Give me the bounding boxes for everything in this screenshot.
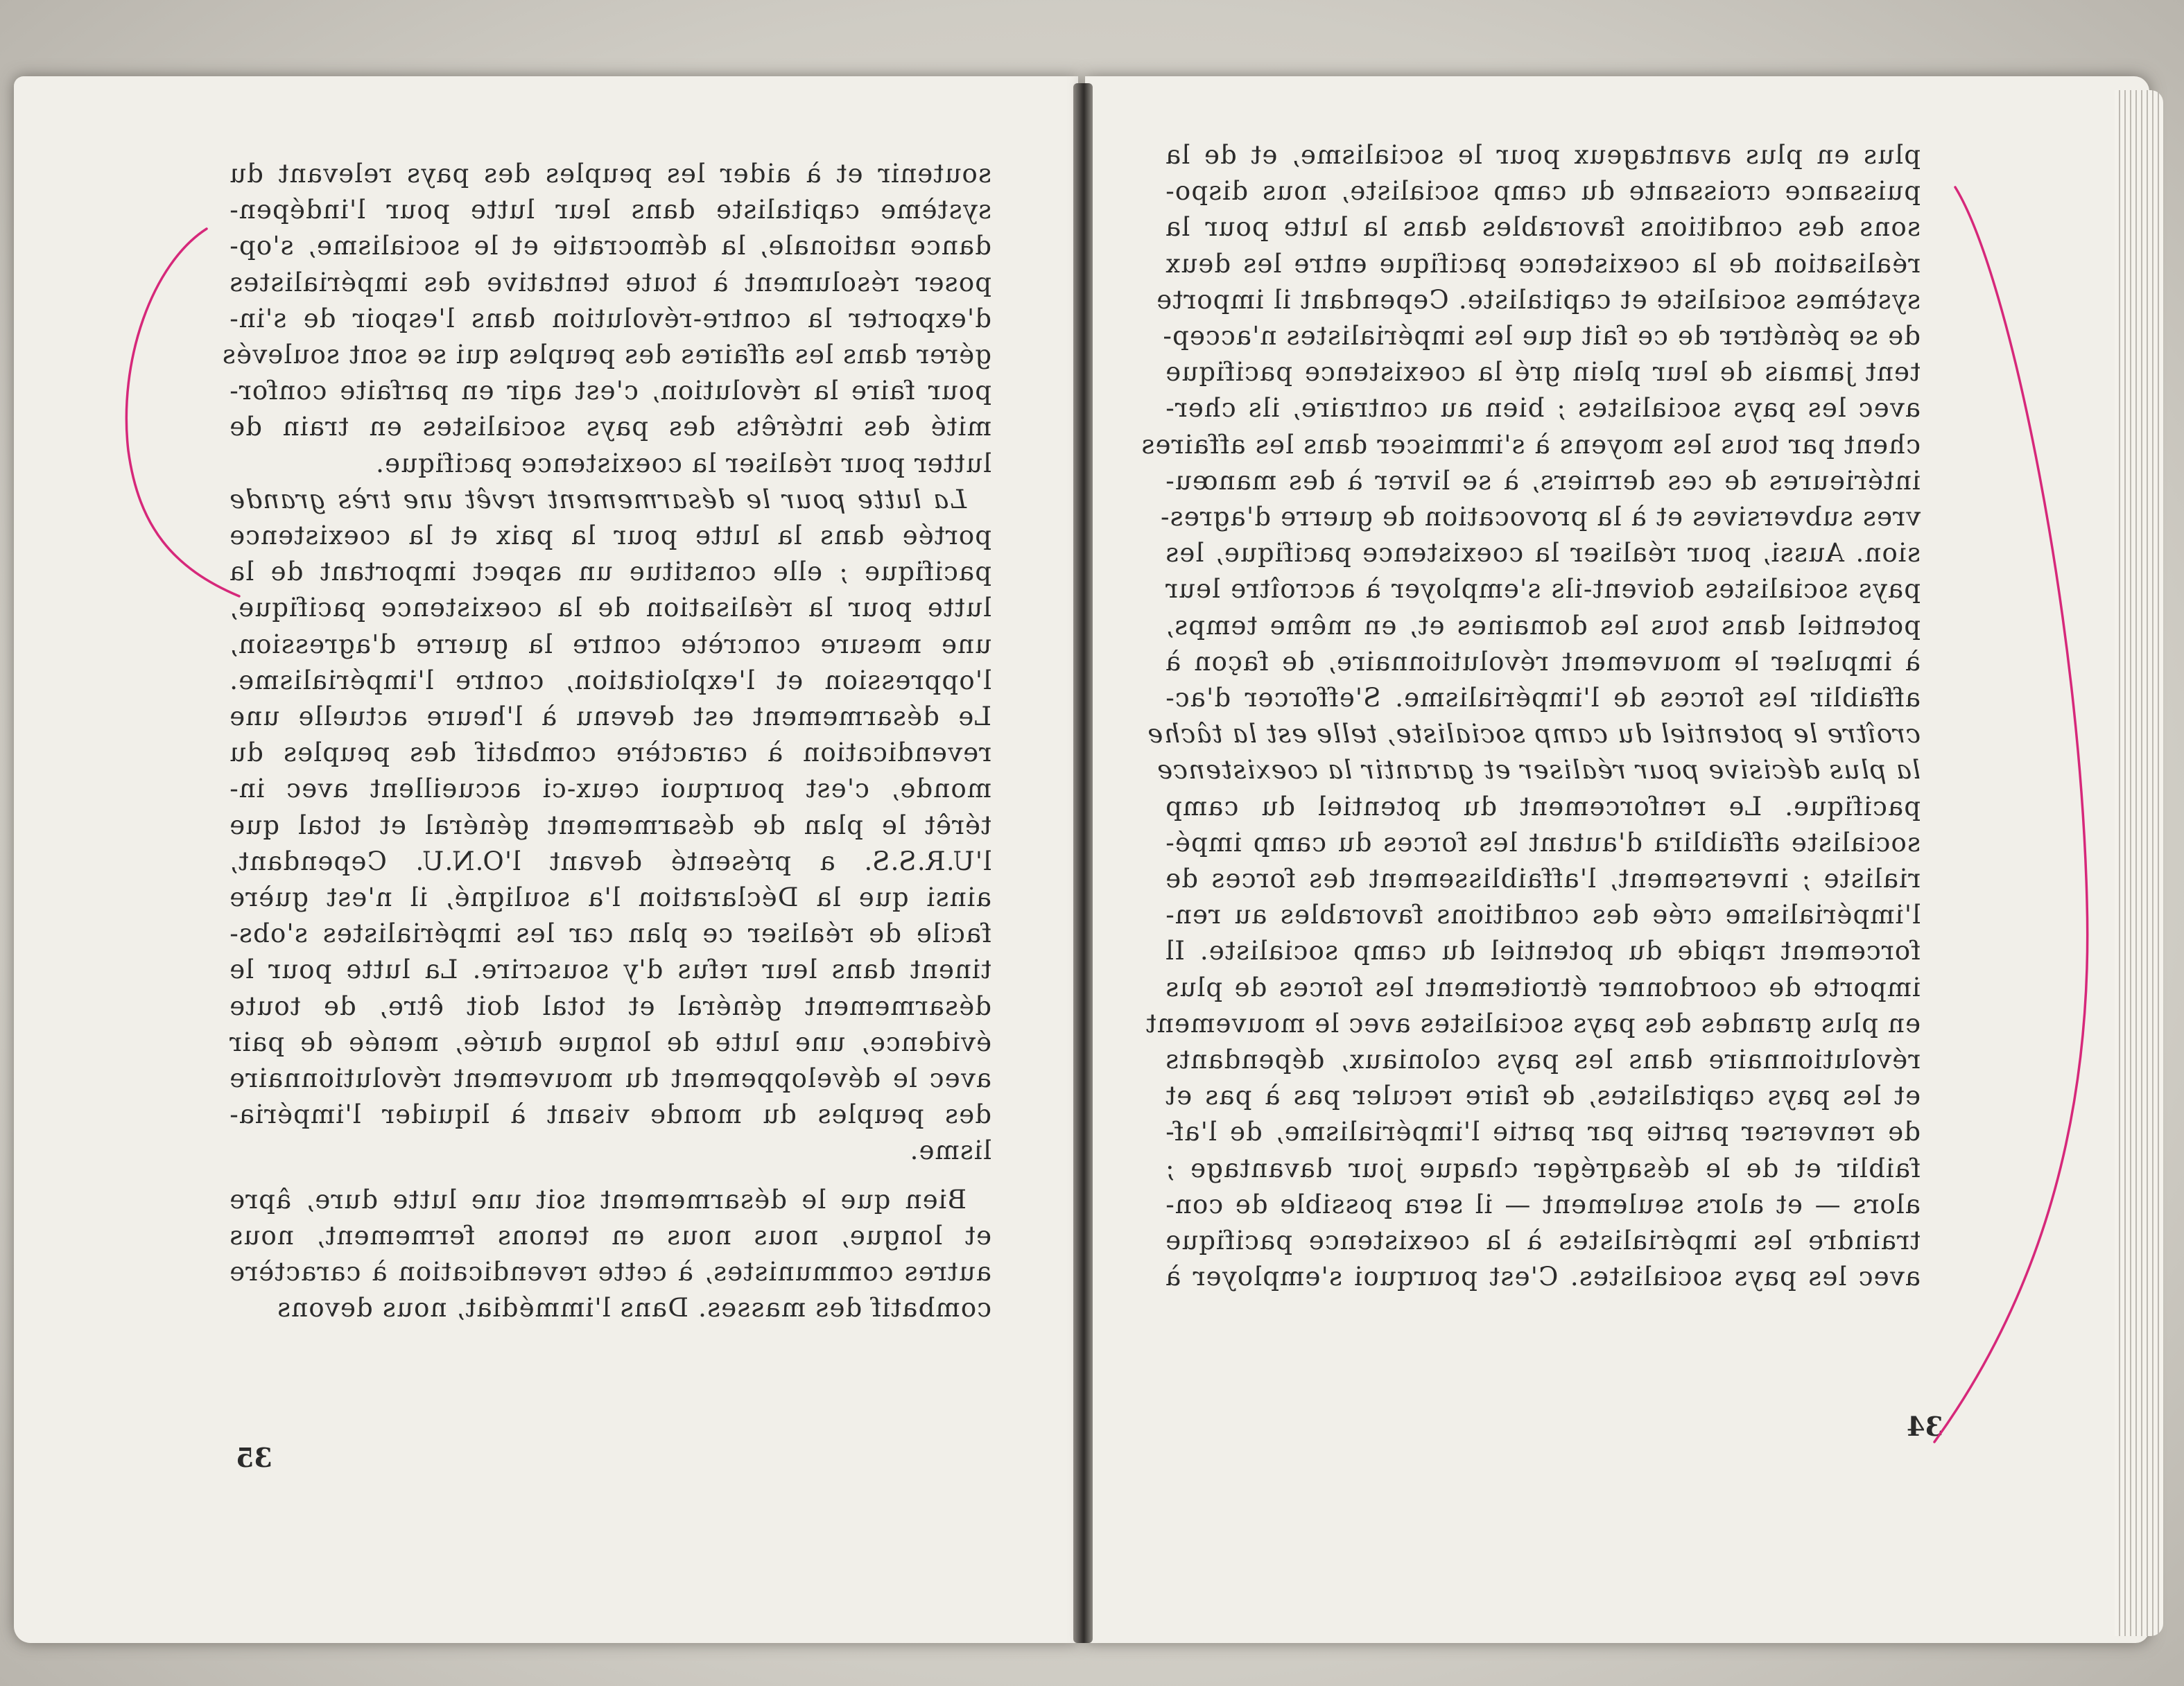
text-line: croître le potentiel du camp socialiste, telle est la tâche: [1147, 719, 1921, 749]
page-number-left: 35: [236, 1442, 272, 1473]
text-line: Le désarmement est devenu à l'heure actuelle une: [229, 702, 991, 732]
text-line: chent par tous les moyens à s'immiscer dans les affaires: [1141, 429, 1921, 460]
text-line: systèmes socialiste et capitaliste. Cependant il importe: [1156, 284, 1921, 315]
text-line: d'exporter la contre-révolution dans l'espoir de s'in-: [229, 303, 991, 333]
text-line: de renverser partie par partie l'impérialisme, de l'af-: [1165, 1117, 1921, 1147]
text-line: La lutte pour le désarmement revêt une très grande: [229, 484, 967, 514]
text-line: sion. Aussi, pour réaliser la coexistence pacifique, les: [1165, 538, 1921, 568]
text-line: des peuples du monde visant à liquider l'impéria-: [229, 1100, 991, 1130]
text-line: pacifique ; elle constitue un aspect important de la: [229, 557, 991, 587]
text-line: tent jamais de leur plein gré la coexistence pacifique: [1165, 357, 1921, 388]
text-line: lisme.: [909, 1136, 991, 1166]
text-line: rialiste ; inversement, l'affaiblissement des forces de: [1165, 864, 1921, 894]
text-line: importe de coordonner étroitement les forces de plus: [1165, 972, 1921, 1002]
text-line: térêt le plan de désarmement général et total que: [229, 810, 991, 840]
text-line: gérer dans les affaires des peuples qui se sont soulevés: [221, 340, 991, 370]
text-line: plus en plus avantageux pour le socialisme, et de la: [1165, 140, 1921, 170]
text-line: faiblir et de le désagréger chaque jour davantage ;: [1165, 1153, 1921, 1183]
text-line: de se pénétrer de ce fait que les impérialistes n'accep-: [1162, 321, 1921, 351]
text-line: à impulser le mouvement révolutionnaire, de façon à: [1165, 646, 1921, 677]
margin-mark-right: [1934, 187, 2088, 1442]
text-line: poser résolument à toute tentative des impérialistes: [229, 267, 991, 297]
text-line: avec les pays socialistes. C'est pourquoi s'employer à: [1165, 1262, 1921, 1292]
text-line: sons des conditions favorables dans la lutte pour la: [1165, 212, 1921, 243]
text-line: dance nationale, la démocratie et le socialisme, s'op-: [229, 231, 991, 261]
text-line: combatif des masses. Dans l'immédiat, nous devons: [276, 1293, 991, 1323]
page-number-right: 34: [1907, 1411, 1943, 1442]
text-line: Bien que le désarmement soit une lutte dure, âpre: [229, 1184, 967, 1215]
text-line: monde, c'est pourquoi ceux-ci accueillent avec in-: [229, 774, 991, 804]
text-line: pour faire la révolution, c'est agir en parfaite confor-: [229, 376, 991, 406]
text-line: système capitaliste dans leur lutte pour l'indépen-: [229, 195, 991, 225]
text-line: traindre les impérialistes à la coexistence pacifique: [1165, 1226, 1921, 1256]
text-line: potentiel dans tous les domaines et, en même temps,: [1165, 610, 1921, 641]
text-line: lutter pour réaliser la coexistence pacifique.: [374, 448, 991, 478]
text-line: lutte pour la réalisation de la coexistence pacifique,: [229, 593, 991, 623]
text-line: alors — et alors seulement — il sera possible de con-: [1165, 1189, 1921, 1219]
text-line: et longue, nous nous en tenons fermement, nous: [229, 1220, 991, 1251]
text-line: facile de réaliser ce plan car les impérialistes s'obs-: [229, 919, 991, 949]
text-line: pays socialistes doivent-ils s'employer à accroître leur: [1165, 574, 1921, 605]
text-line: l'U.R.S.S. a présenté devant l'O.N.U. Cependant,: [229, 846, 991, 876]
text-line: socialiste affaiblira d'autant les forces du camp impé-: [1165, 827, 1921, 858]
text-line: une mesure concrète contre la guerre d'agression,: [229, 629, 991, 659]
text-line: l'oppression et l'exploitation, contre l'impérialisme.: [229, 665, 991, 695]
text-line: soutenir et à aider les peuples des pays relevant du: [229, 159, 991, 189]
text-line: pacifique. Le renforcement du potentiel du camp: [1165, 791, 1921, 822]
text-line: réalisation de la coexistence pacifique entre les deux: [1165, 248, 1921, 279]
text-line: révolutionnaire dans les pays coloniaux, dépendants: [1165, 1045, 1921, 1075]
text-line: désarmement général et total doit être, de toute: [229, 991, 991, 1021]
text-line: et les pays capitalistes, de faire reculer pas à pas et: [1165, 1081, 1921, 1111]
text-line: tinent dans leur refus d'y souscrire. La lutte pour le: [229, 955, 991, 985]
text-line: vres subversives et à la provocation de guerre d'agres-: [1159, 502, 1921, 532]
text-line: intérieures de ces derniers, à se livrer à des manœu-: [1165, 465, 1921, 496]
text-line: puissance croissante du camp socialiste, nous dispo-: [1165, 176, 1921, 207]
margin-mark-left: [126, 229, 239, 596]
text-line: portée dans la lutte pour la paix et la coexistence: [229, 521, 991, 551]
text-line: ainsi que la Déclaration l'a souligné, il n'est guère: [229, 883, 991, 913]
text-line: la plus décisive pour réaliser et garantir la coexistence: [1156, 755, 1921, 785]
text-line: en plus grandes des pays socialistes avec le mouvement: [1145, 1008, 1921, 1038]
text-line: évidence, une lutte de longue durée, menée de pair: [229, 1027, 991, 1057]
text-line: avec le développement du mouvement révolutionnaire: [229, 1063, 991, 1094]
text-line: mité des intérêts des pays socialistes en train de: [229, 412, 991, 442]
text-line: forcement rapide du potentiel du camp socialiste. Il: [1165, 936, 1921, 966]
text-line: affaiblir les forces de l'impérialisme. S'efforcer d'ac-: [1165, 683, 1921, 713]
text-line: avec les pays socialistes ; bien au contraire, ils cher-: [1165, 393, 1921, 424]
text-line: autres communistes, à cette revendication à caractère: [229, 1257, 991, 1287]
text-line: revendication à caractère combatif des peuples du: [229, 738, 991, 768]
text-line: l'impérialisme crée des conditions favorables au ren-: [1165, 900, 1921, 930]
